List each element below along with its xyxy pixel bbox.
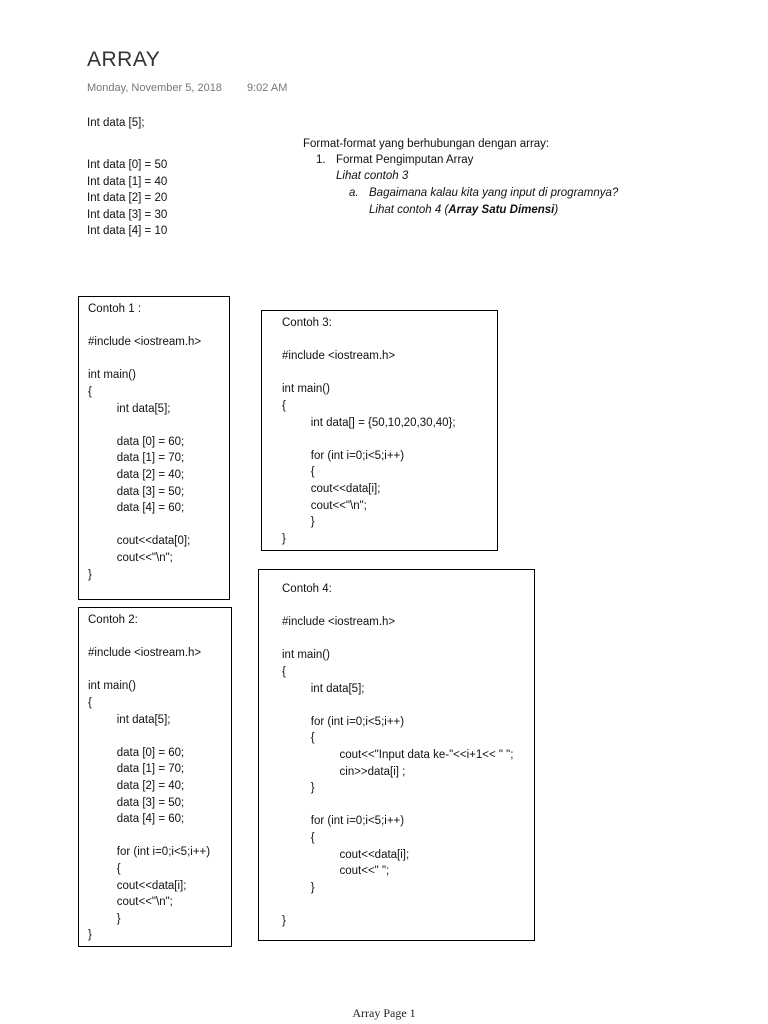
page-footer: Array Page 1: [352, 1006, 416, 1020]
array-declaration: Int data [5];: [87, 117, 145, 129]
page-date: Monday, November 5, 2018: [87, 82, 222, 94]
example-box-4: [258, 569, 535, 941]
page-time: 9:02 AM: [247, 82, 288, 94]
format-sub-a-ref-suffix: ): [554, 204, 559, 216]
example-box-1: [78, 296, 230, 600]
format-sub-a-question: Bagaimana kalau kita yang input di programnya?: [369, 187, 619, 199]
example-box-2: [78, 607, 232, 947]
formats-heading: Format-format yang berhubungan dengan array:: [303, 138, 550, 150]
example-box-3: [261, 310, 498, 551]
format-sub-a-ref-bold: Array Satu Dimensi: [448, 204, 555, 216]
example-code-4: Contoh 4: #include <iostream.h> int main() { int data[5]; for (int i=0;i<5;i++) { cout<<"Input data ke-"<<i+1<< " "; cin>>data[i] ; } for (int i=0;i<5;i++) { cout<<data[i]; cout<<" "; } }: [282, 583, 514, 927]
format-sub-a-letter: a.: [349, 187, 359, 199]
format-sub-a-ref: [369, 202, 558, 219]
example-code-3: Contoh 3: #include <iostream.h> int main() { int data[] = {50,10,20,30,40}; for (int i=0;i<5;i++) { cout<<data[i]; cout<<"\n"; } }: [282, 317, 456, 545]
example-code-1: Contoh 1 : #include <iostream.h> int main() { int data[5]; data [0] = 60; data [1] = 70; data [2] = 40; data [3] = 50; data [4] = 60; cout<<data[0]; cout<<"\n"; }: [88, 303, 202, 581]
format-sub-a: [349, 185, 618, 202]
example-code-2: Contoh 2: #include <iostream.h> int main() { int data[5]; data [0] = 60; data [1] = 70; data [2] = 40; data [3] = 50; data [4] = 60; for (int i=0;i<5;i++) { cout<<data[i]; cout<<"\n"; } }: [88, 614, 211, 942]
format-sub-a-ref-prefix: Lihat contoh 4 (: [369, 204, 449, 216]
array-assignments: Int data [0] = 50 Int data [1] = 40 Int data [2] = 20 Int data [3] = 30 Int data [4] = 10: [87, 159, 168, 237]
format-item-1-number: 1.: [316, 154, 326, 166]
page-title: ARRAY: [87, 48, 161, 71]
format-item-1-ref: Lihat contoh 3: [336, 170, 409, 182]
format-item-1-label: Format Pengimputan Array: [336, 154, 474, 166]
format-item-1: [316, 152, 473, 169]
